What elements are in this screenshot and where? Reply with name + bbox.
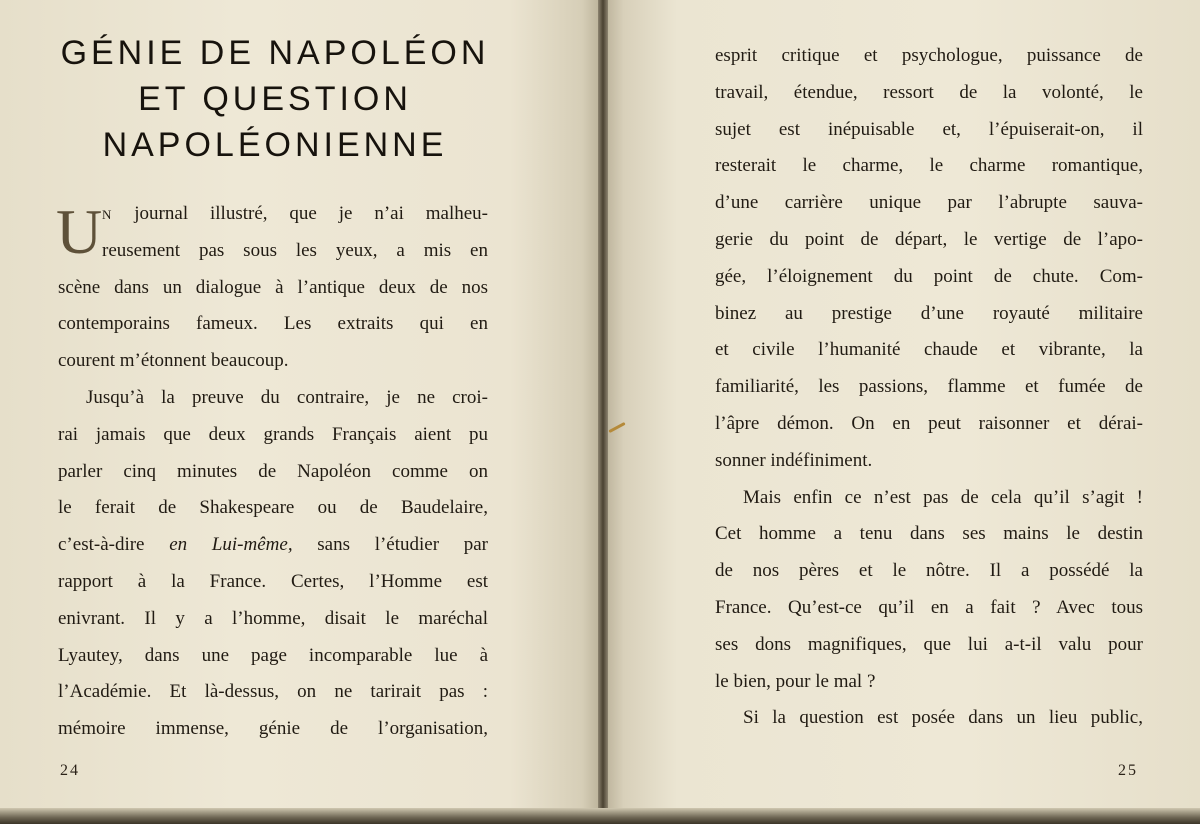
chapter-title [40,30,510,168]
chapter-title-line: GÉNIE DE NAPOLÉON [60,34,490,72]
right-body-text [715,38,1143,737]
text-line: de nos pères et le nôtre. Il a possédé la [715,560,1143,582]
text-line: France. Qu’est-ce qu’il en a fait ? Avec tous [715,596,1143,618]
text-line: Jusqu’à la preuve du contraire, je ne croi- [86,386,488,408]
italic-text: en Lui-même, [169,534,293,556]
book-gutter [598,0,608,824]
text-line: scène dans un dialogue à l’antique deux de nos [58,276,488,298]
text-line: gée, l’éloignement du point de chute. Com- [715,265,1143,287]
text-line: sujet est inépuisable et, l’épuiserait-on, il [715,118,1143,140]
chapter-title-line: ET QUESTION [138,80,412,118]
text-line: resterait le charme, le charme romantique, [715,155,1143,177]
left-page [0,0,600,812]
drop-cap-letter: U [56,196,103,267]
text-line: binez au prestige d’une royauté militaire [715,302,1143,324]
text-line: sonner indéfiniment. [715,449,873,471]
text-line [58,527,488,564]
text-line: Si la question est posée dans un lieu public, [743,707,1143,729]
text-line: l’âpre démon. On en peut raisonner et dérai- [715,412,1143,434]
text-line: mémoire immense, génie de l’organisation, [58,718,488,740]
page-bottom-edge [0,808,1200,824]
page-number-right: 25 [1118,762,1138,779]
text-line: le ferait de Shakespeare ou de Baudelaire, [58,497,488,519]
text-line: enivrant. Il y a l’homme, disait le maréchal [58,607,488,629]
text-line: gerie du point de départ, le vertige de l’apo- [715,228,1143,250]
text-line: travail, étendue, ressort de la volonté, le [715,81,1143,103]
chapter-title-line: NAPOLÉONIENNE [102,126,448,164]
text-line-content: journal illustré, que je n’ai malheu- [134,203,488,224]
text-line: d’une carrière unique par l’abrupte sauva- [715,192,1143,214]
text-line: l’Académie. Et là-dessus, on ne tarirait pas : [58,681,488,703]
text-line: Cet homme a tenu dans ses mains le destin [715,523,1143,545]
text-line: reusement pas sous les yeux, a mis en [102,239,488,261]
page-number-left: 24 [60,762,80,779]
text-line: contemporains fameux. Les extraits qui en [58,313,488,335]
right-page [606,0,1200,812]
text-line: courent m’étonnent beaucoup. [58,350,289,372]
text-segment: sans l’étudier par [292,534,488,556]
text-line: parler cinq minutes de Napoléon comme on [58,460,488,482]
text-line: familiarité, les passions, flamme et fumée de [715,376,1143,398]
text-line: et civile l’humanité chaude et vibrante, la [715,339,1143,361]
text-line: rapport à la France. Certes, l’Homme est [58,570,488,592]
left-body-text [58,196,488,748]
text-line: le bien, pour le mal ? [715,670,876,692]
text-line: Mais enfin ce n’est pas de cela qu’il s’agit ! [743,486,1143,508]
text-line [58,196,488,233]
text-line: rai jamais que deux grands Français aient pu [58,423,488,445]
text-line: esprit critique et psychologue, puissance de [715,45,1143,66]
text-line: ses dons magnifiques, que lui a-t-il valu pour [715,633,1143,655]
text-segment: c’est-à-dire [58,534,170,556]
first-word-rest: n [102,203,113,224]
text-line: Lyautey, dans une page incomparable lue à [58,644,488,666]
